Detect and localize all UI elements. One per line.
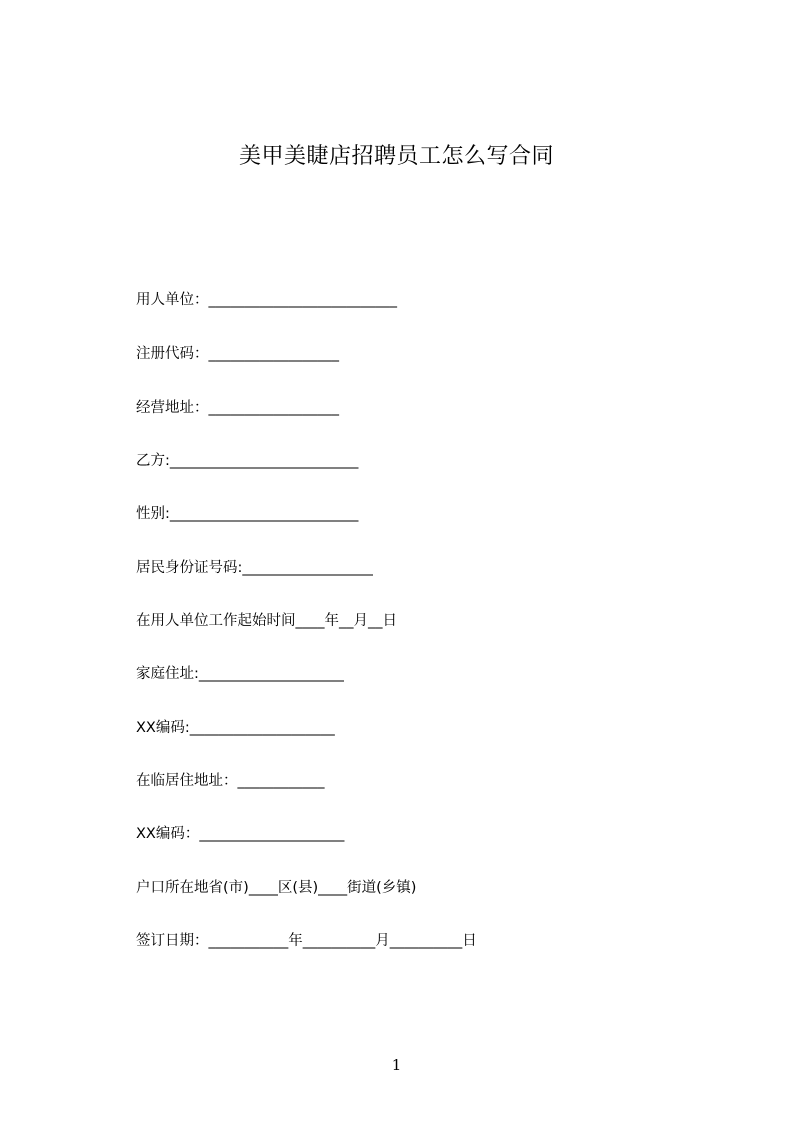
employer-field: 用人单位：__________________________: [136, 292, 397, 308]
page-number: 1: [391, 1056, 402, 1074]
household-registration-field: 户口所在地省(市)____区(县)____街道(乡镇): [136, 880, 417, 896]
party-b-field: 乙方:__________________________: [136, 453, 359, 469]
postal-code-field-1: XX编码:____________________: [136, 720, 335, 736]
home-address-field: 家庭住址:____________________: [136, 666, 344, 682]
signing-date-field: 签订日期：___________年__________月__________日: [136, 933, 477, 949]
temporary-address-field: 在临居住地址：____________: [136, 773, 325, 789]
employment-start-date-field: 在用人单位工作起始时间____年__月__日: [136, 613, 397, 629]
registration-code-field: 注册代码：__________________: [136, 346, 339, 362]
postal-code-field-2: XX编码：____________________: [136, 826, 345, 842]
gender-field: 性别:__________________________: [136, 506, 359, 522]
document-title: 美甲美睫店招聘员工怎么写合同: [238, 144, 554, 169]
id-number-field: 居民身份证号码:__________________: [136, 560, 373, 576]
business-address-field: 经营地址：__________________: [136, 400, 339, 416]
